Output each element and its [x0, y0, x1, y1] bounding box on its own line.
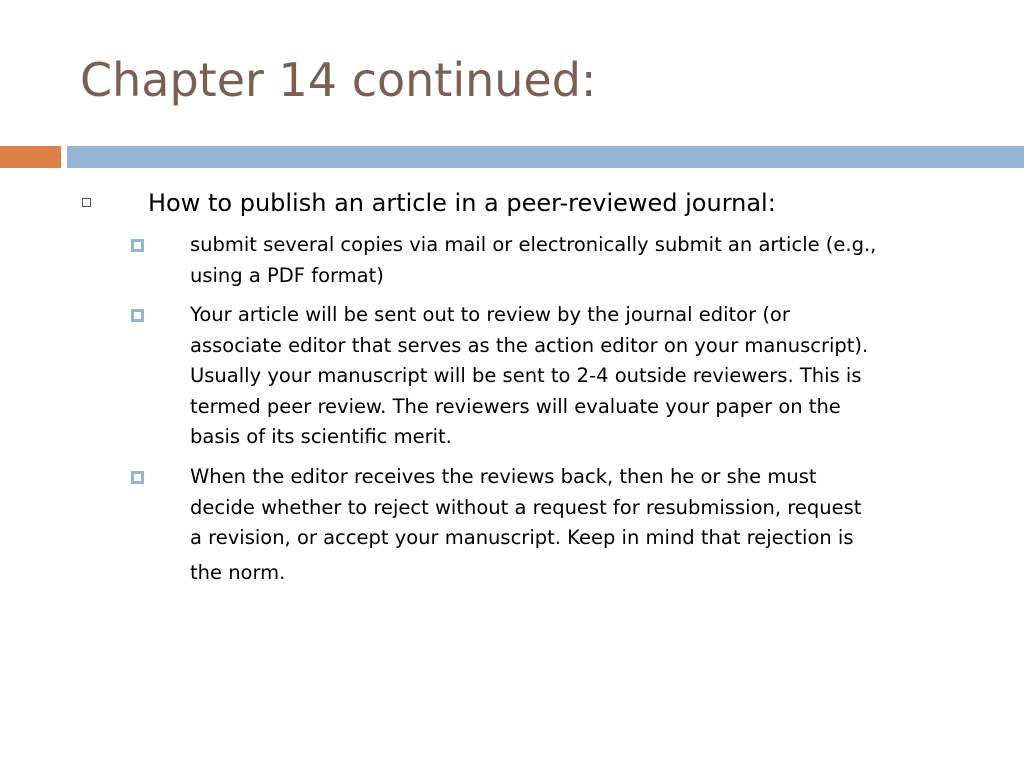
filled-square-icon: [131, 309, 144, 322]
filled-square-icon: [131, 239, 144, 252]
slide-title: Chapter 14 continued:: [80, 53, 597, 107]
sub-bullet-2-line-3: Usually your manuscript will be sent to 2-4 outside reviewers. This is: [190, 364, 862, 387]
sub-bullet-2-line-1: Your article will be sent out to review by the journal editor (or: [190, 303, 790, 326]
sub-bullet-1-line-2: using a PDF format): [190, 263, 384, 287]
sub-bullet-3: [190, 462, 990, 588]
filled-square-icon: [131, 471, 144, 484]
sub-bullet-2-line-5: basis of its scientific merit.: [190, 425, 452, 448]
hollow-square-icon: [82, 198, 91, 207]
sub-bullet-3-line-2: decide whether to reject without a request for resubmission, request: [190, 495, 862, 519]
sub-bullet-1-line-1: submit several copies via mail or electronically submit an article (e.g.,: [190, 233, 877, 256]
main-bullet-text: How to publish an article in a peer-reviewed journal:: [148, 189, 776, 217]
sub-bullet-3-line-4: the norm.: [190, 560, 286, 584]
sub-bullet-2-line-2: associate editor that serves as the action editor on your manuscript).: [190, 333, 869, 357]
sub-bullet-1: [190, 230, 990, 291]
sub-bullet-2-line-4: termed peer review. The reviewers will evaluate your paper on the: [190, 394, 841, 418]
sub-bullet-2: [190, 300, 990, 453]
sub-bullet-3-line-3: a revision, or accept your manuscript. Keep in mind that rejection is: [190, 526, 854, 549]
sub-bullet-3-line-1: When the editor receives the reviews back, then he or she must: [190, 465, 817, 488]
